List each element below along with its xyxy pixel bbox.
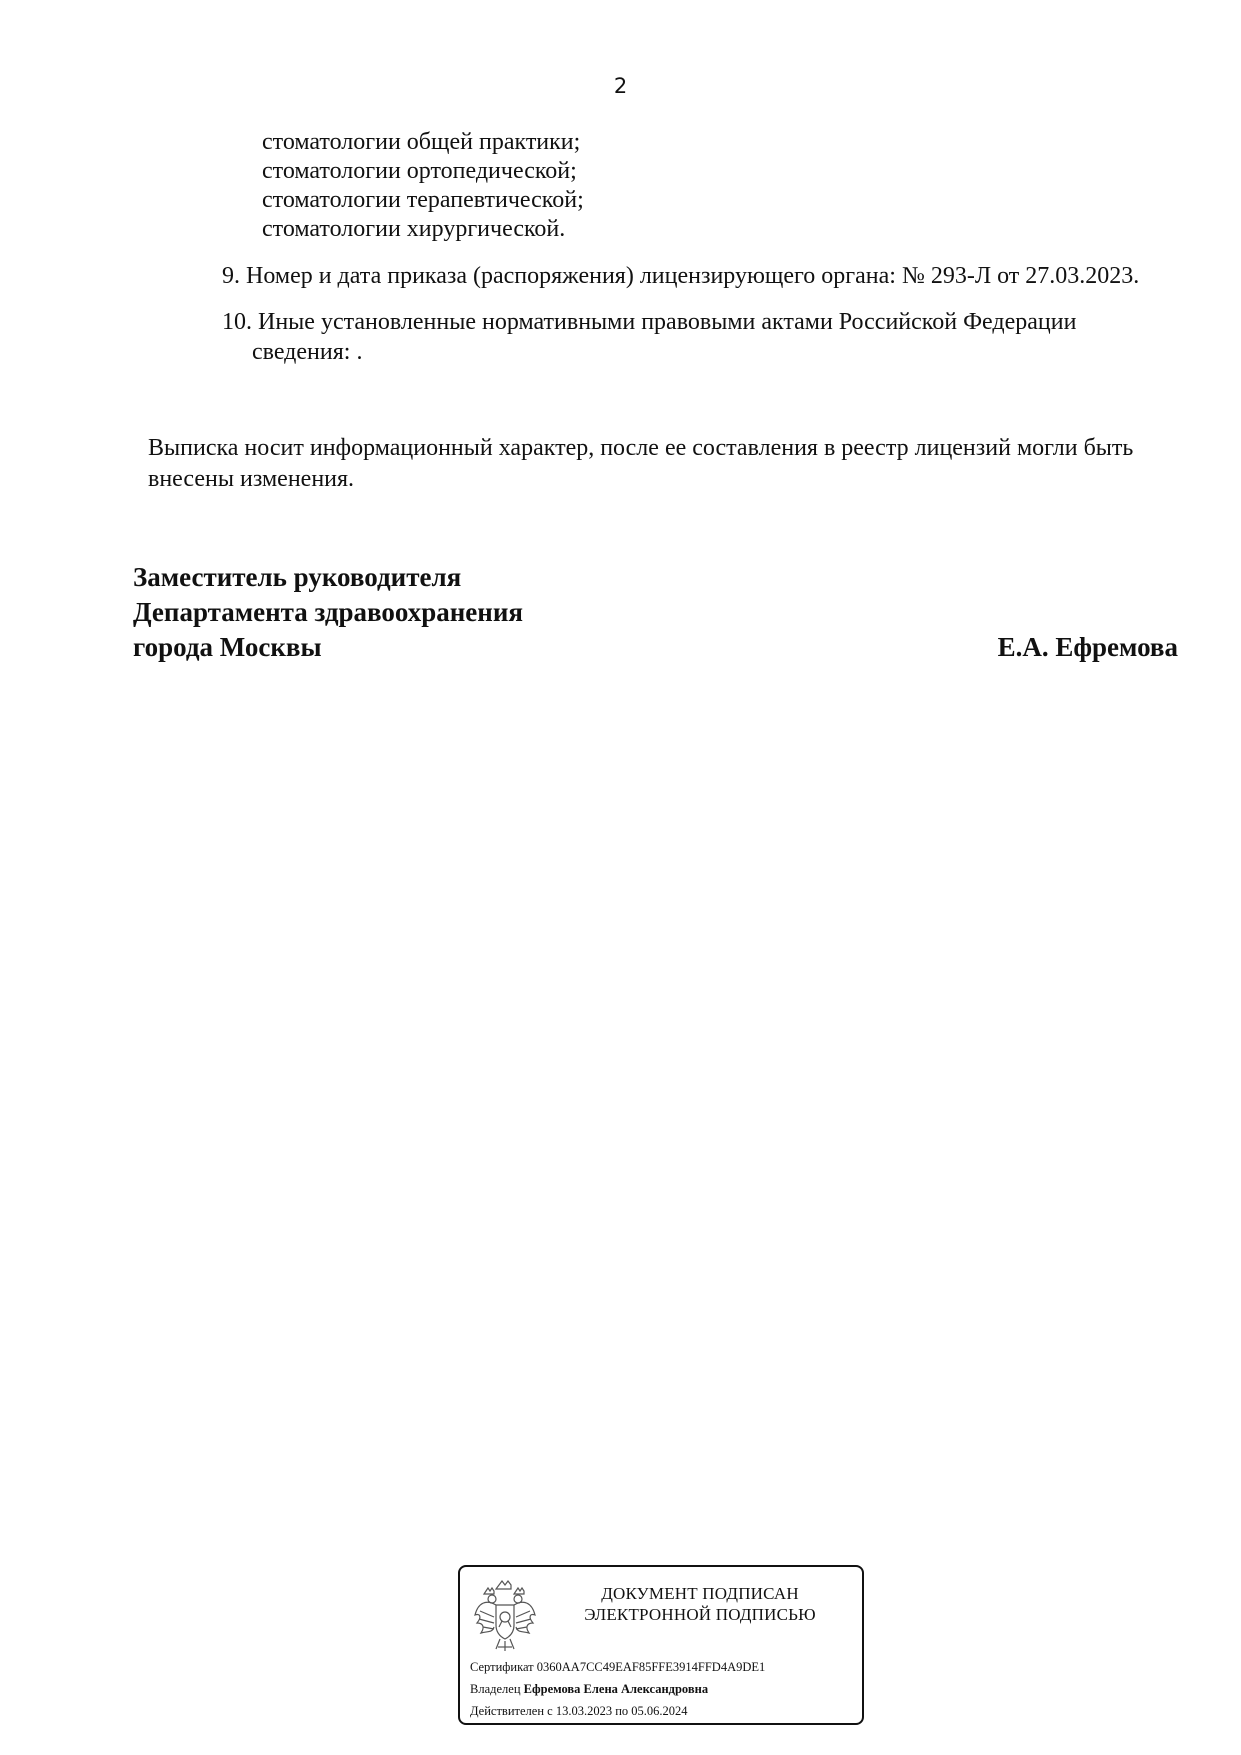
electronic-signature-stamp [458, 1565, 864, 1725]
validity-line [470, 1703, 688, 1719]
owner-line [470, 1681, 708, 1697]
stamp-title-line: ДОКУМЕНТ ПОДПИСАН [601, 1584, 799, 1603]
validity-value: с 13.03.2023 по 05.06.2024 [547, 1704, 688, 1718]
certificate-label: Сертификат [470, 1660, 534, 1674]
order-number-item: 9. Номер и дата приказа (распоряжения) лицензирующего органа: № 293-Л от 27.03.2023. [222, 263, 1140, 289]
other-info-item [222, 307, 1142, 367]
validity-label: Действителен [470, 1704, 545, 1718]
signer-position-line: Заместитель руководителя [133, 562, 462, 592]
other-info-line: 10. Иные установленные нормативными правовыми актами Российской Федерации [222, 309, 1077, 335]
disclaimer-note: Выписка носит информационный характер, после ее составления в реестр лицензий могли быть внесены изменения. [148, 435, 1134, 492]
stamp-title [550, 1583, 850, 1625]
coat-of-arms-icon [472, 1577, 538, 1655]
signer-position-line: города Москвы [133, 632, 322, 662]
page-number: 2 [613, 74, 628, 98]
owner-label: Владелец [470, 1682, 521, 1696]
list-item: стоматологии хирургической. [262, 216, 566, 242]
signer-name: Е.А. Ефремова [997, 632, 1178, 662]
signer-position [133, 560, 523, 665]
list-item: стоматологии общей практики; [262, 129, 581, 155]
list-item: стоматологии ортопедической; [262, 158, 577, 184]
owner-value: Ефремова Елена Александровна [523, 1682, 709, 1696]
list-item: стоматологии терапевтической; [262, 187, 584, 213]
certificate-value: 0360AA7CC49EAF85FFE3914FFD4A9DE1 [536, 1660, 766, 1674]
certificate-line [470, 1659, 765, 1675]
signer-position-line: Департамента здравоохранения [133, 597, 524, 627]
specialty-list [262, 128, 584, 244]
stamp-title-line: ЭЛЕКТРОННОЙ ПОДПИСЬЮ [584, 1605, 816, 1624]
other-info-continuation: сведения: . [252, 339, 363, 365]
